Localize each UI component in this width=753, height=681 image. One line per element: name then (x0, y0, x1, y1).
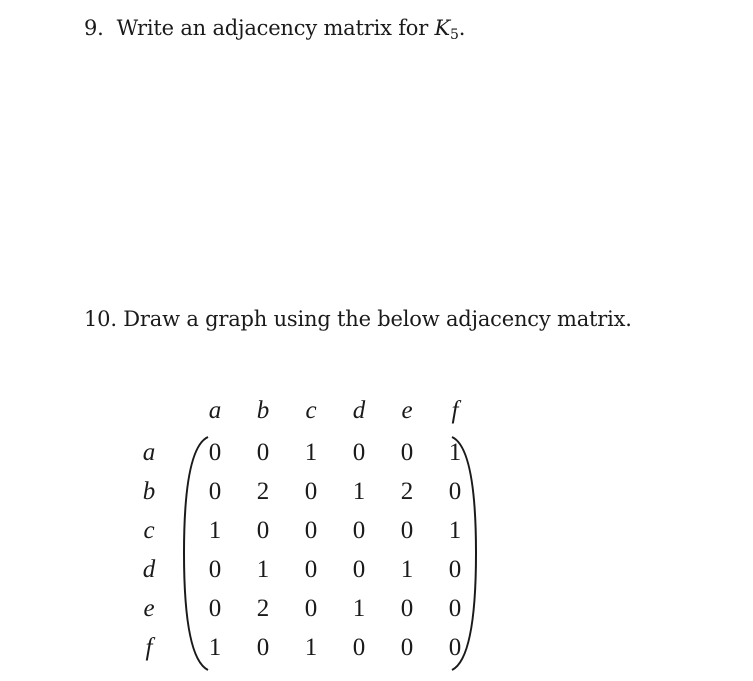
column-label-a: a (208, 397, 222, 424)
matrix-cell-c-b: 0 (256, 517, 270, 544)
matrix-cell-c-d: 0 (352, 517, 366, 544)
row-label-a: a (142, 439, 156, 466)
matrix-cell-f-a: 1 (208, 634, 222, 661)
matrix-cell-c-c: 0 (304, 517, 318, 544)
row-label-c: c (143, 517, 155, 544)
matrix-cell-b-b: 2 (256, 478, 270, 505)
matrix-cell-d-c: 0 (304, 556, 318, 583)
matrix-cell-f-f: 0 (448, 634, 462, 661)
matrix-cell-f-d: 0 (352, 634, 366, 661)
matrix-cell-d-a: 0 (208, 556, 222, 583)
matrix-cell-d-f: 0 (448, 556, 462, 583)
matrix-cell-e-b: 2 (256, 595, 270, 622)
row-label-f: f (145, 634, 153, 661)
matrix-cell-e-c: 0 (304, 595, 318, 622)
graph-subscript: 5 (450, 27, 459, 43)
matrix-cell-e-a: 0 (208, 595, 222, 622)
row-label-e: e (143, 595, 155, 622)
question-10-text: Draw a graph using the below adjacency matrix. (123, 307, 632, 331)
question-9-text: Write an adjacency matrix for (116, 16, 435, 40)
matrix-cell-b-e: 2 (400, 478, 414, 505)
matrix-cell-b-c: 0 (304, 478, 318, 505)
matrix-cell-f-b: 0 (256, 634, 270, 661)
matrix-cell-c-e: 0 (400, 517, 414, 544)
question-9-number: 9. (84, 16, 104, 40)
matrix-cell-c-a: 1 (208, 517, 222, 544)
question-10-number: 10. (84, 307, 117, 331)
column-label-b: b (256, 397, 270, 424)
column-label-e: e (401, 397, 413, 424)
matrix-cell-d-e: 1 (400, 556, 414, 583)
matrix-cell-e-e: 0 (400, 595, 414, 622)
matrix-cell-b-a: 0 (208, 478, 222, 505)
matrix-cell-d-d: 0 (352, 556, 366, 583)
matrix-cell-f-e: 0 (400, 634, 414, 661)
matrix-cell-a-e: 0 (400, 439, 414, 466)
column-label-c: c (305, 397, 317, 424)
matrix-cell-f-c: 1 (304, 634, 318, 661)
matrix-cell-c-f: 1 (448, 517, 462, 544)
matrix-cell-e-f: 0 (448, 595, 462, 622)
matrix-cell-e-d: 1 (352, 595, 366, 622)
matrix-cell-b-d: 1 (352, 478, 366, 505)
question-9-period: . (458, 16, 466, 40)
matrix-cell-a-f: 1 (448, 439, 462, 466)
graph-name-k: K (434, 16, 451, 40)
column-label-d: d (352, 397, 366, 424)
matrix-cell-a-c: 1 (304, 439, 318, 466)
column-label-f: f (451, 397, 459, 424)
row-label-d: d (142, 556, 156, 583)
row-label-b: b (142, 478, 156, 505)
matrix-cell-a-d: 0 (352, 439, 366, 466)
matrix-cell-a-a: 0 (208, 439, 222, 466)
matrix-cell-b-f: 0 (448, 478, 462, 505)
matrix-cell-d-b: 1 (256, 556, 270, 583)
matrix-cell-a-b: 0 (256, 439, 270, 466)
